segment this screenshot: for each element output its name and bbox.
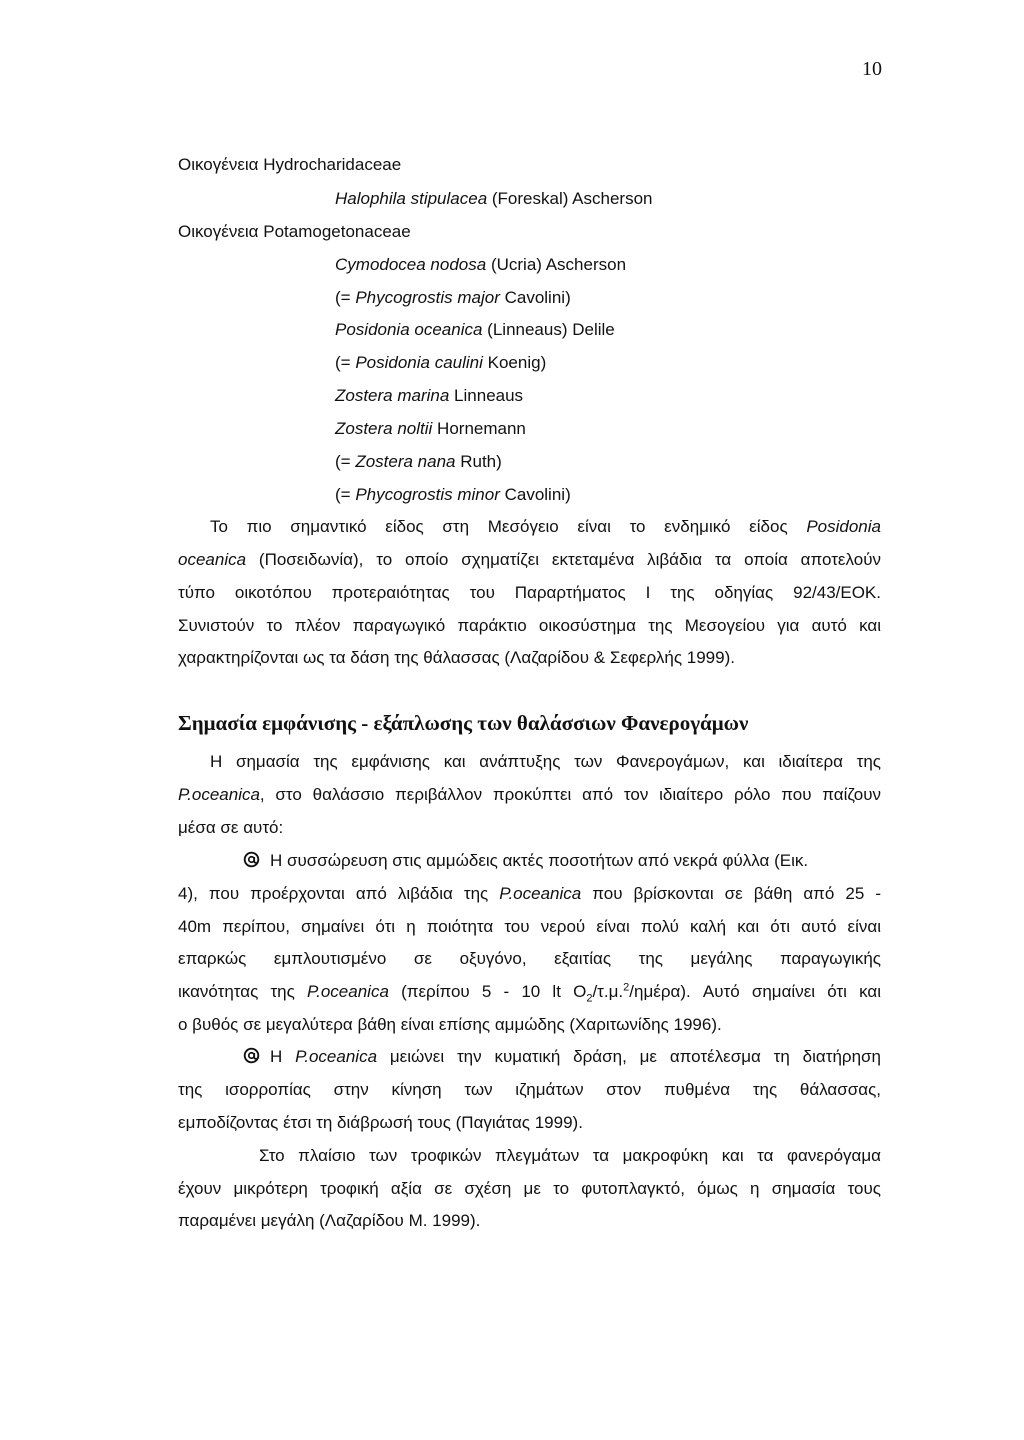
family-hydrocharidaceae: Οικογένεια Hydrocharidaceae <box>178 155 402 174</box>
bullet1-line1: Η συσσώρευση στις αμμώδεις ακτές ποσοτήτων από νεκρά φύλλα (Εικ. <box>243 850 808 872</box>
synonym-zostera-nana: (= Zostera nana Ruth) <box>335 452 502 471</box>
para1-line3: τύπο οικοτόπου προτεραιότητας του Παραρτήματος Ι της οδηγίας 92/43/ΕΟΚ. <box>178 583 881 602</box>
page-number: 10 <box>862 58 882 80</box>
bullet2-line1: Η P.oceanica μειώνει την κυματική δράση, με αποτέλεσμα τη διατήρηση <box>243 1046 881 1068</box>
bullet1-line4: επαρκώς εμπλουτισμένο σε οξυγόνο, εξαιτίας της μεγάλης παραγωγικής <box>178 949 881 968</box>
synonym-posidonia-caulini: (= Posidonia caulini Koenig) <box>335 353 547 372</box>
bullet1-line2: 4), που προέρχονται από λιβάδια της P.oceanica που βρίσκονται σε βάθη από 25 - <box>178 884 881 903</box>
para2-line3: μέσα σε αυτό: <box>178 818 284 837</box>
para3-line3: παραμένει μεγάλη (Λαζαρίδου Μ. 1999). <box>178 1211 481 1230</box>
synonym-phycogrostis-minor: (= Phycogrostis minor Cavolini) <box>335 485 571 504</box>
at-sign-bullet-icon <box>243 851 260 868</box>
family-potamogetonaceae: Οικογένεια Potamogetonaceae <box>178 222 411 241</box>
bullet1-line5: ικανότητας της P.oceanica (περίπου 5 - 10 lt $O_2/\tau.\mu.^2/\eta\mu έ\rho\alpha$). Αυτό σημαίνει ότι και <box>178 981 881 1005</box>
at-sign-bullet-icon <box>243 1047 260 1064</box>
bullet1-line3: 40m περίπου, σημαίνει ότι η ποιότητα του νερού είναι πολύ καλή και ότι αυτό είναι <box>178 917 881 936</box>
para1-line5: χαρακτηρίζονται ως τα δάση της θάλασσας (Λαζαρίδου & Σεφερλής 1999). <box>178 648 735 667</box>
species-halophila: Halophila stipulacea (Foreskal) Ascherson <box>335 189 653 208</box>
bullet2-line3: εμποδίζοντας έτσι τη διάβρωσή τους (Παγιάτας 1999). <box>178 1113 583 1132</box>
synonym-phycogrostis-major: (= Phycogrostis major Cavolini) <box>335 288 571 307</box>
para3-line2: έχουν μικρότερη τροφική αξία σε σχέση με το φυτοπλαγκτό, όμως η σημασία τους <box>178 1179 881 1198</box>
section-heading: Σημασία εμφάνισης - εξάπλωσης των θαλάσσιων Φανερογάμων <box>178 711 749 735</box>
para1-line2: oceanica (Ποσειδωνία), το οποίο σχηματίζει εκτεταμένα λιβάδια τα οποία αποτελούν <box>178 550 881 569</box>
bullet2-line2: της ισορροπίας στην κίνηση των ιζημάτων στον πυθμένα της θάλασσας, <box>178 1080 881 1099</box>
species-posidonia-oceanica: Posidonia oceanica (Linneaus) Delile <box>335 320 615 339</box>
para1-line4: Συνιστούν το πλέον παραγωγικό παράκτιο οικοσύστημα της Μεσογείου για αυτό και <box>178 616 881 635</box>
para1-line1: Το πιο σημαντικό είδος στη Μεσόγειο είναι το ενδημικό είδος Posidonia <box>210 517 881 536</box>
bullet1-line6: ο βυθός σε μεγαλύτερα βάθη είναι επίσης αμμώδης (Χαριτωνίδης 1996). <box>178 1015 722 1034</box>
para2-line1: Η σημασία της εμφάνισης και ανάπτυξης των Φανερογάμων, και ιδιαίτερα της <box>210 752 881 771</box>
para2-line2: P.oceanica, στο θαλάσσιο περιβάλλον προκύπτει από τον ιδιαίτερο ρόλο που παίζουν <box>178 785 881 804</box>
species-cymodocea: Cymodocea nodosa (Ucria) Ascherson <box>335 255 627 274</box>
species-zostera-noltii: Zostera noltii Hornemann <box>335 419 526 438</box>
species-zostera-marina: Zostera marina Linneaus <box>335 386 524 405</box>
para3-line1: Στο πλαίσιο των τροφικών πλεγμάτων τα μακροφύκη και τα φανερόγαμα <box>259 1146 881 1165</box>
